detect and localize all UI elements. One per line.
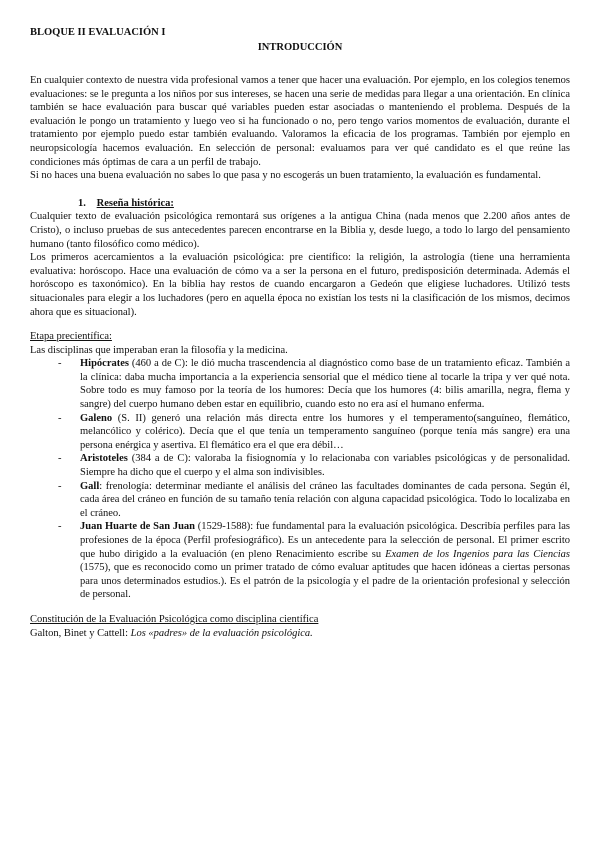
intro-paragraph-1: En cualquier contexto de nuestra vida profesional vamos a tener que hacer una evaluación. Por ejemplo, en los colegios tenemos evaluaciones: se le pregunta a los niños por sus intereses, se hacen una serie de medidas para llegar a una orientación. En clínica también se hace evaluación para buscar qué variables pueden estar asociadas o manteniendo el problema. Después de la evaluación le pongo un tratamiento y luego veo si ha funcionado o no, pero tengo varios momentos de evaluación, durante el tratamiento por ejemplo puedo estar también evaluando. Valoramos la eficacia de los programas. También por ejemplo en neuropsicología hacemos evaluación. En selección de personal: evaluamos para ver qué candidato es el que reúne las condiciones más óptimas de cara a un perfil de trabajo.	[30, 75, 570, 168]
book-title: Examen de los Ingenios para las Ciencias	[385, 548, 570, 560]
item-text: (1529-1588): fue fundamental para la evaluación psicológica. Describía perfiles para las profesiones de la época (Perfil profesiográfico). Es un antecedente para la selección de personal. El primer escrito que hubo dirigido a la evaluación (en pleno Renacimiento escribe su	[80, 521, 570, 560]
section-title: Reseña histórica:	[96, 197, 174, 209]
list-item	[58, 480, 570, 521]
list-item	[58, 452, 570, 479]
item-text: (460 a de C): le dió mucha trascendencia al diagnóstico como base de un tratamiento eficaz. También a la clínica: daba mucha importancia a la experiencia sensorial que el médico tiene al tocarle la tripa y ver qué nota. Sobre todo es muy famoso por la teoría de los humores: Decía que los humores (4: bilis amarilla, negra, flema y sangre) del cuerpo humano deben estar en equilibrio, cuando esto no era así el humano enferma.	[80, 358, 570, 411]
dash-bullet: -	[58, 453, 62, 465]
item-name: Hipócrates	[80, 358, 129, 370]
constitucion-italic: Los «padres» de la evaluación psicológica.	[130, 627, 313, 639]
dash-bullet: -	[58, 412, 62, 424]
item-text: (384 a de C): valoraba la fisiognomía y lo relacionaba con variables psicológicas y de personalidad. Siempre ha dicho que el cuerpo y el alma son indivisibles.	[80, 453, 570, 479]
intro-paragraph-2: Si no haces una buena evaluación no sabes lo que pasa y no escogerás un buen tratamiento, la evaluación es fundamental.	[30, 170, 541, 182]
item-text: (S. II) generó una relación más directa entre los humores y el temperamento(sanguíneo, flemático, melancólico y colérico). Decía que el que tenía un temperamento sanguíneo (porque tenía más sangre) era una persona enérgica y asertiva. El flemático era el que era débil…	[80, 412, 570, 451]
list-item	[58, 412, 570, 453]
item-text: : frenología: determinar mediante el análisis del cráneo las facultades dominantes de cada persona. Según él, cada área del cráneo en función de su tamaño tenía relación con alguna capacidad psicológica. Todo lo localizaba en el cráneo.	[80, 480, 570, 519]
history-paragraph-2: Los primeros acercamientos a la evaluación psicológica: pre científico: la religión, la astrología (tiene una herramienta evaluativa: horóscopo. Hace una evaluación de cómo va a ser la persona en el futuro, predisposición determinada. Además el horóscopo es taxonómico). En la biblia hay restos de cuando encargaron a Gedeón que eligiese luchadores. Utilizó tests situacionales para elegir a los luchadores (pero en aquella época no existían los tests ni la clasificación de los mismos, decimos ahora que es situacional).	[30, 252, 570, 318]
block-title: BLOQUE II EVALUACIÓN I	[30, 27, 166, 38]
history-paragraph-1: Cualquier texto de evaluación psicológica remontará sus orígenes a la antigua China (nada menos que 2.200 años antes de Cristo), o incluso pruebas de sus antecedentes parecen encontrarse en la Biblia y, desde luego, a todo lo largo del pensamiento humano (tanto filosófico como médico).	[30, 211, 570, 250]
item-name: Aristoteles	[80, 453, 128, 465]
item-name: Gall	[80, 480, 100, 492]
spacer	[30, 602, 570, 613]
item-name: Galeno	[80, 412, 113, 424]
dash-bullet: -	[58, 521, 62, 533]
list-item	[58, 357, 570, 411]
intro-title: INTRODUCCIÓN	[257, 42, 343, 53]
constitucion-line	[30, 627, 570, 641]
etapa-intro: Las disciplinas que imperaban eran la filosofía y la medicina.	[30, 344, 288, 356]
list-item	[58, 520, 570, 602]
dash-bullet: -	[58, 480, 62, 492]
dash-bullet: -	[58, 358, 62, 370]
section-heading	[30, 197, 570, 211]
constitucion-heading: Constitución de la Evaluación Psicológica como disciplina científica	[30, 613, 319, 625]
item-name: Juan Huarte de San Juan	[80, 521, 196, 533]
constitucion-prefix: Galton, Binet y Cattell:	[30, 627, 131, 639]
item-text-continued: (1575), que es reconocido como un primer tratado de cómo evaluar aptitudes que hacen idóneas a ciertas personas para unos determinados estudios.). Es el patrón de la psicología y el padre de la orientación profesional y selección de personal.	[80, 562, 570, 601]
precientific-list	[30, 357, 570, 602]
section-number: 1.	[78, 197, 86, 209]
spacer	[30, 319, 570, 330]
etapa-heading: Etapa precientífica:	[30, 331, 112, 343]
